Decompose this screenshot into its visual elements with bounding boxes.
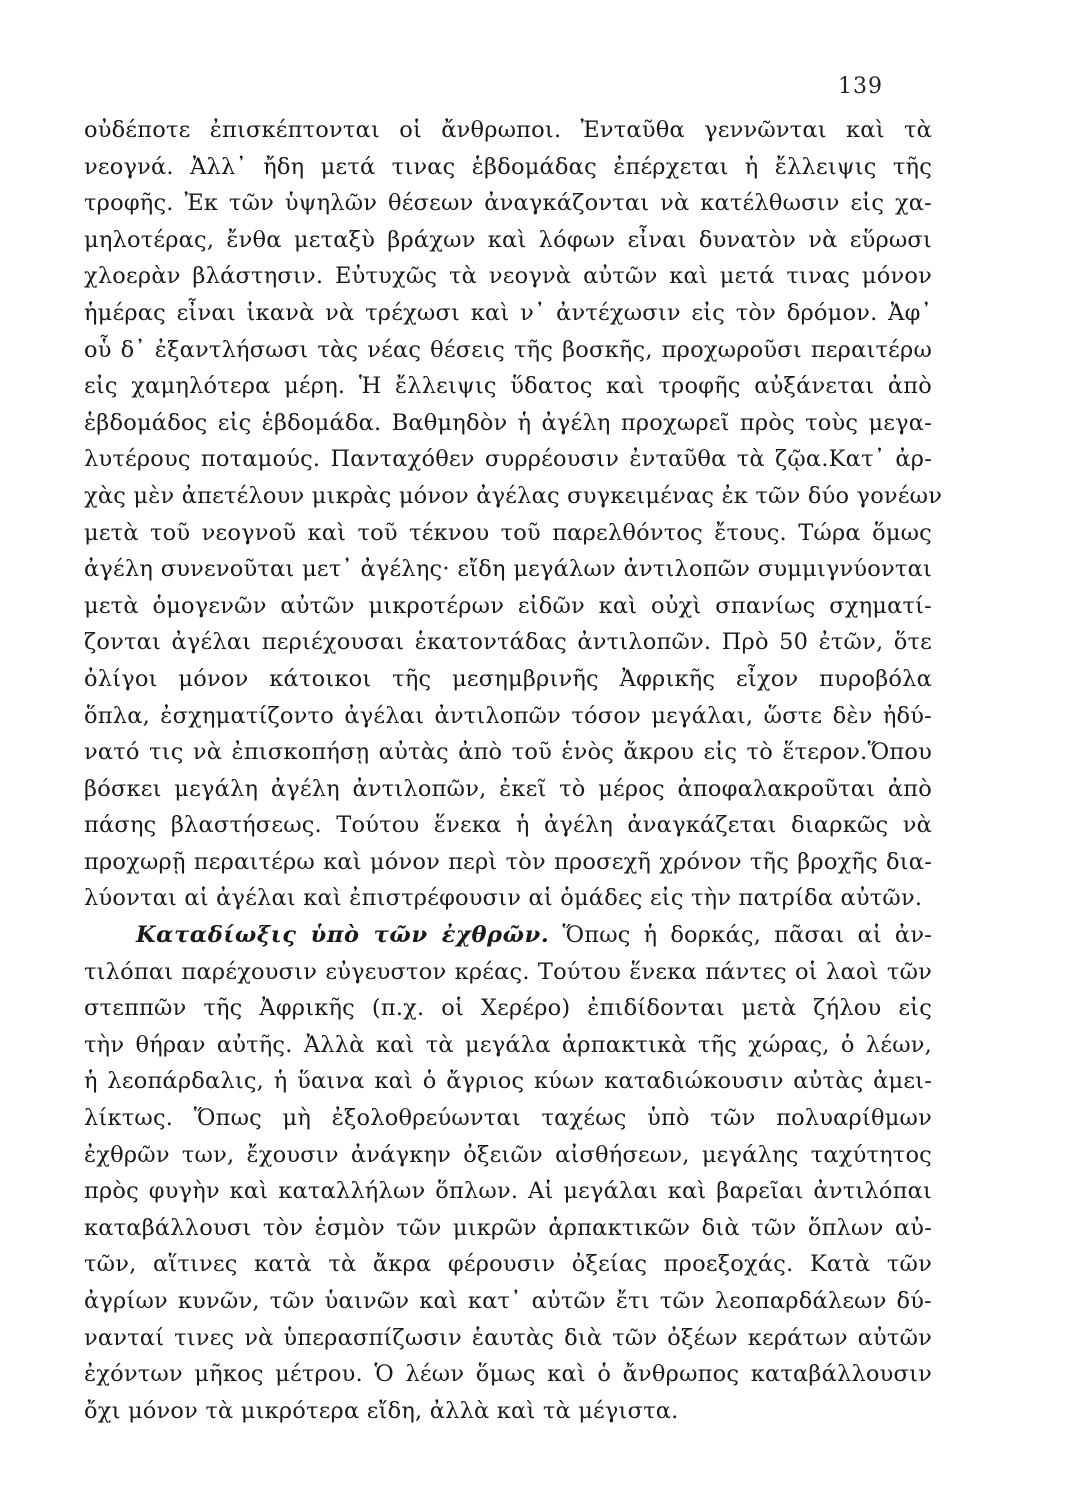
text-line: καταβάλλουσι τὸν ἑσμὸν τῶν μικρῶν ἁρπακτικῶν διὰ τῶν ὅπλων αὐ- bbox=[84, 1214, 932, 1241]
page-text bbox=[84, 112, 943, 1429]
text-line: χὰς μὲν ἀπετέλουν μικρὰς μόνον ἀγέλας συγκειμένας ἐκ τῶν δύο γονέων bbox=[84, 482, 943, 509]
page-number: 139 bbox=[838, 74, 883, 99]
text-line: τιλόπαι παρέχουσιν εὐγευστον κρέας. Τούτου ἕνεκα πάντες οἱ λαοὶ τῶν bbox=[84, 958, 932, 985]
text-line: στεππῶν τῆς Ἀφρικῆς (π.χ. οἱ Χερέρο) ἐπιδίδονται μετὰ ζήλου εἰς bbox=[84, 995, 932, 1022]
text-line: λύονται αἱ ἀγέλαι καὶ ἐπιστρέφουσιν αἱ ὁμάδες εἰς τὴν πατρίδα αὐτῶν. bbox=[84, 885, 923, 912]
text-line: νεογνά. Ἀλλ᾽ ἤδη μετά τινας ἑβδομάδας ἐπέρχεται ἡ ἔλλειψις τῆς bbox=[84, 153, 932, 180]
paragraph-enemies bbox=[84, 917, 932, 1429]
text-line: νανταί τινες νὰ ὑπερασπίζωσιν ἑαυτὰς διὰ τῶν ὀξέων κεράτων αὐτῶν bbox=[84, 1324, 932, 1351]
text-line: ἀγέλη συνενοῦται μετ᾽ ἀγέλης· εἴδη μεγάλων ἀντιλοπῶν συμμιγνύονται bbox=[84, 556, 932, 583]
text-line: ἐχθρῶν των, ἔχουσιν ἀνάγκην ὀξειῶν αἰσθήσεων, μεγάλης ταχύτητος bbox=[84, 1141, 932, 1168]
text-line: ζονται ἀγέλαι περιέχουσαι ἑκατοντάδας ἀντιλοπῶν. Πρὸ 50 ἐτῶν, ὅτε bbox=[84, 629, 932, 656]
text-line: χλοερὰν βλάστησιν. Εὐτυχῶς τὰ νεογνὰ αὐτῶν καὶ μετά τινας μόνον bbox=[84, 263, 932, 290]
section-lead-heading: Καταδίωξις ὑπὸ τῶν ἐχθρῶν. bbox=[136, 922, 550, 949]
text-line: οὗ δ᾽ ἐξαντλήσωσι τὰς νέας θέσεις τῆς βοσκῆς, προχωροῦσι περαιτέρω bbox=[84, 336, 932, 363]
text-line: ἡ λεοπάρδαλις, ἡ ὕαινα καὶ ὁ ἄγριος κύων καταδιώκουσιν αὐτὰς ἀμει- bbox=[84, 1068, 932, 1095]
text-line: προχωρῇ περαιτέρω καὶ μόνον περὶ τὸν προσεχῆ χρόνον τῆς βροχῆς δια- bbox=[84, 848, 932, 875]
text-line: τῶν, αἵτινες κατὰ τὰ ἄκρα φέρουσιν ὀξείας προεξοχάς. Κατὰ τῶν bbox=[84, 1251, 932, 1278]
text-line: ἑβδομάδος εἰς ἑβδομάδα. Βαθμηδὸν ἡ ἀγέλη προχωρεῖ πρὸς τοὺς μεγα- bbox=[84, 409, 932, 436]
text-line-rest: Ὅπως ἡ δορκάς, πᾶσαι αἱ ἀν- bbox=[549, 922, 933, 949]
text-line: ἡμέρας εἶναι ἱκανὰ νὰ τρέχωσι καὶ ν᾽ ἀντέχωσιν εἰς τὸν δρόμον. Ἀφ᾽ bbox=[84, 299, 932, 326]
text-line: οὐδέποτε ἐπισκέπτονται οἱ ἄνθρωποι. Ἐνταῦθα γεννῶνται καὶ τὰ bbox=[84, 117, 932, 143]
text-line: τροφῆς. Ἐκ τῶν ὑψηλῶν θέσεων ἀναγκάζονται νὰ κατέλθωσιν εἰς χα- bbox=[84, 190, 932, 217]
text-line: ὅπλα, ἐσχηματίζοντο ἀγέλαι ἀντιλοπῶν τόσον μεγάλαι, ὥστε δὲν ἠδύ- bbox=[84, 702, 932, 729]
text-line: μετὰ τοῦ νεογνοῦ καὶ τοῦ τέκνου τοῦ παρελθόντος ἔτους. Τώρα ὅμως bbox=[84, 519, 932, 546]
text-line-with-heading bbox=[84, 917, 932, 954]
text-line: ἐχόντων μῆκος μέτρου. Ὁ λέων ὅμως καὶ ὁ ἄνθρωπος καταβάλλουσιν bbox=[84, 1361, 932, 1388]
text-line: τὴν θήραν αὐτῆς. Ἀλλὰ καὶ τὰ μεγάλα ἁρπακτικὰ τῆς χώρας, ὁ λέων, bbox=[84, 1031, 932, 1058]
paragraph-migration bbox=[84, 112, 943, 917]
text-line: μηλοτέρας, ἔνθα μεταξὺ βράχων καὶ λόφων εἶναι δυνατὸν νὰ εὕρωσι bbox=[84, 226, 932, 253]
text-line: ὄχι μόνον τὰ μικρότερα εἴδη, ἀλλὰ καὶ τὰ μέγιστα. bbox=[84, 1397, 679, 1424]
text-line: λίκτως. Ὅπως μὴ ἐξολοθρεύωνται ταχέως ὑπὸ τῶν πολυαρίθμων bbox=[84, 1105, 932, 1132]
text-line: πάσης βλαστήσεως. Τούτου ἕνεκα ἡ ἀγέλη ἀναγκάζεται διαρκῶς νὰ bbox=[84, 812, 932, 839]
text-line: ἀγρίων κυνῶν, τῶν ὑαινῶν καὶ κατ᾽ αὐτῶν ἔτι τῶν λεοπαρδάλεων δύ- bbox=[84, 1288, 932, 1314]
text-line: εἰς χαμηλότερα μέρη. Ἡ ἔλλειψις ὕδατος καὶ τροφῆς αὐξάνεται ἀπὸ bbox=[84, 373, 932, 400]
text-line: πρὸς φυγὴν καὶ καταλλήλων ὅπλων. Αἱ μεγάλαι καὶ βαρεῖαι ἀντιλόπαι bbox=[84, 1178, 932, 1205]
text-line: μετὰ ὁμογενῶν αὐτῶν μικροτέρων εἰδῶν καὶ οὐχὶ σπανίως σχηματί- bbox=[84, 592, 932, 619]
text-line: νατό τις νὰ ἐπισκοπήσῃ αὐτὰς ἀπὸ τοῦ ἑνὸς ἄκρου εἰς τὸ ἕτερον.Ὅπου bbox=[84, 739, 932, 766]
text-line: λυτέρους ποταμούς. Πανταχόθεν συρρέουσιν ἐνταῦθα τὰ ζῷα.Κατ᾽ ἀρ- bbox=[84, 446, 932, 473]
text-line: ὀλίγοι μόνον κάτοικοι τῆς μεσημβρινῆς Ἀφρικῆς εἶχον πυροβόλα bbox=[84, 665, 932, 692]
text-line: βόσκει μεγάλη ἀγέλη ἀντιλοπῶν, ἐκεῖ τὸ μέρος ἀποφαλακροῦται ἀπὸ bbox=[84, 775, 932, 802]
